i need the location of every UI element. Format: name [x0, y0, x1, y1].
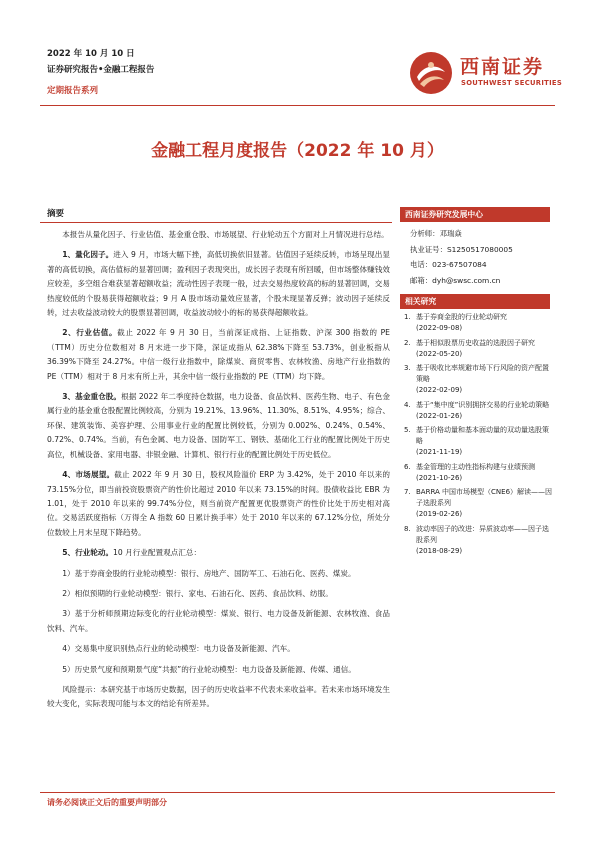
- section-text: 截止 2022 年 9 月 30 日，股权风险溢价 ERP 为 3.42%，处于 2010 年以来的 73.15%分位，即当前投资股票资产的性价比超过 2010 年以来 73.15%的时间。股债收益比 EBR 为 1.01，处于 2010 年以来的 99.74%分位，则当前资产配置更优股票资产的性价比处于历史相对高位。交易活跃度指标（万得全 A 指数 60 日累计换手率）处于 2010 年以来的 67.12%分位，所处分位数较上月末呈现下降趋势。: [47, 470, 390, 537]
- section-industry-rotation: [47, 546, 390, 560]
- report-date: 2022 年 10 月 10 日: [47, 49, 135, 59]
- item-number: 1.: [404, 313, 411, 321]
- section-text: 根据 2022 年二季度持仓数据，电力设备、食品饮料、医药生物、电子、有色金属行业的基金重仓股配置比例较高，分别为 19.21%、13.96%、11.30%、8.51%、4.95%；综合、环保、建筑装饰、美容护理、公用事业行业的配置比例较低，分别为 0.002%、0.24%、0.54%、0.72%、0.74%。当前，有色金属、电力设备、国防军工、钢铁、基础化工行业的配置比例处于历史高位，机械设备、家用电器、非银金融、计算机、银行行业的配置比例处于历史低位。: [47, 392, 390, 459]
- item-number: 8.: [404, 524, 411, 533]
- item-number: 4.: [404, 400, 411, 409]
- section-text: 截止 2022 年 9 月 30 日，当前深证成指、上证指数、沪深 300 指数的 PE（TTM）历史分位数相对 8 月末进一步下降，深证成指从 62.38%下降至 53.73%，创业板指从 36.39%下降至 24.27%。中信一级行业指数中，除煤炭、商贸零售、农林牧渔、房地产行业指数的 PE（TTM）相对于 8 月末有所上升，其余中信一级行业指数的 PE（TTM）均下降。: [47, 328, 390, 381]
- phone: 电话：023-67507084: [410, 260, 487, 269]
- item-title: 基于券商金股的行业轮动研究: [416, 313, 507, 321]
- item-date: (2019-02-26): [416, 510, 463, 518]
- related-item[interactable]: [404, 462, 554, 484]
- related-item[interactable]: [404, 363, 554, 396]
- section-market-outlook: [47, 468, 390, 540]
- abstract-divider: [40, 222, 392, 223]
- abstract-body: [47, 228, 390, 712]
- rotation-item: 3）基于分析师预期边际变化的行业轮动模型：煤炭、银行、电力设备及新能源、农林牧渔、食品饮料、汽车。: [47, 609, 390, 633]
- analyst-contact: [410, 226, 513, 288]
- section-fund-holdings: [47, 390, 390, 462]
- related-item[interactable]: [404, 524, 554, 557]
- item-title: 基于相似股票历史收益的选股因子研究: [416, 338, 535, 347]
- item-number: 2.: [404, 338, 411, 347]
- report-type: 证券研究报告•金融工程报告: [47, 65, 155, 75]
- item-number: 3.: [404, 364, 411, 372]
- header-divider: [40, 105, 555, 106]
- section-heading: 5、行业轮动。: [62, 548, 114, 558]
- item-date: (2018-08-29): [416, 546, 463, 555]
- rotation-item: 5）历史景气度和预期景气度“共振”的行业轮动模型：电力设备及新能源、传媒、通信。: [62, 664, 356, 674]
- item-title: 基于“集中度”识别拥挤交易的行业轮动策略: [416, 400, 550, 409]
- item-title: 基金管理的主动性指标构建与业绩预测: [416, 462, 535, 471]
- section-industry-valuation: [47, 326, 390, 384]
- analyst-name: 分析师：邓瑞焱: [410, 229, 462, 238]
- section-heading: 3、基金重仓股。: [62, 392, 122, 402]
- item-date: (2022-01-26): [416, 411, 463, 420]
- page-title: 金融工程月度报告（2022 年 10 月）: [151, 141, 444, 161]
- footer-divider: [40, 792, 555, 793]
- related-item[interactable]: [404, 400, 554, 422]
- item-number: 5.: [404, 426, 411, 434]
- related-item[interactable]: [404, 425, 554, 458]
- section-text: 10 月行业配置观点汇总：: [113, 548, 202, 558]
- section-text: 进入 9 月，市场大幅下挫，高低切换依旧显著。估值因子延续反转，市场呈现出显著的高低切换，高估值标的显著回调；盈利因子表现突出，成长因子表现有所回暖，但市场整体赚钱效应较差，多空组合难获显著超额收益；流动性因子表现一般，过去交易热度较高的标的显著回调，交易热度较低的个股易获得超额收益；9 月 A 股市场动量效应显著，个股未现显著反弹；波动因子延续反转，过去收益波动较大的股票显著回调，收益波动较小的标的易获得超额收益。: [47, 250, 390, 318]
- section-heading: 2、行业估值。: [62, 328, 118, 338]
- related-item[interactable]: [404, 487, 554, 520]
- email-link[interactable]: 邮箱：dyh@swsc.com.cn: [410, 275, 501, 285]
- license-number: 执业证号：S1250517080005: [410, 244, 513, 254]
- item-date: (2022-09-08): [416, 324, 463, 332]
- section-heading: 1、量化因子。: [62, 250, 114, 260]
- section-heading: 4、市场展望。: [62, 470, 115, 480]
- rotation-item: 4）交易集中度识别热点行业的轮动模型：电力设备及新能源、汽车。: [62, 644, 295, 654]
- section-quant-factors: [47, 248, 390, 320]
- related-item[interactable]: [404, 312, 554, 334]
- related-research-list: [404, 312, 554, 560]
- item-date: (2021-10-26): [416, 473, 463, 482]
- logo-name-en: SOUTHWEST SECURITIES: [461, 79, 563, 87]
- item-title: 基于吸收比率规避市场下行风险的资产配置策略: [416, 364, 549, 383]
- item-title: 基于价格动量和基本面动量的双动量选股策略: [416, 426, 549, 445]
- research-team-heading: 西南证券研究发展中心: [400, 207, 550, 222]
- related-research-heading: 相关研究: [400, 294, 550, 309]
- rotation-item: 1）基于券商金股的行业轮动模型：银行、房地产、国防军工、石油石化、医药、煤炭。: [62, 568, 356, 578]
- rotation-item: 2）相似预期的行业轮动模型：银行、家电、石油石化、医药、食品饮料、纺服。: [62, 588, 333, 598]
- risk-warning: 风险提示：本研究基于市场历史数据，因子的历史收益率不代表未来收益率。若未来市场环境发生较大变化，实际表现可能与本文的结论有所差异。: [47, 684, 390, 709]
- item-date: (2022-02-09): [416, 386, 463, 394]
- item-title: 波动率因子的改进：异质波动率——因子选股系列: [416, 524, 549, 544]
- item-title: BARRA 中国市场模型（CNE6）解读——因子选股系列: [416, 488, 553, 507]
- item-number: 6.: [404, 462, 411, 471]
- report-series: 定期报告系列: [47, 86, 99, 96]
- item-number: 7.: [404, 488, 411, 496]
- abstract-heading: 摘要: [47, 209, 65, 219]
- logo-name-cn: 西南证券: [460, 56, 545, 78]
- related-item[interactable]: [404, 338, 554, 360]
- disclaimer-note: 请务必阅读正文后的重要声明部分: [47, 798, 167, 807]
- item-date: (2022-05-20): [416, 349, 463, 358]
- abstract-intro: 本报告从量化因子、行业估值、基金重仓股、市场展望、行业轮动五个方面对上月情况进行总结。: [62, 230, 389, 239]
- item-date: (2021-11-19): [416, 448, 463, 456]
- company-logo-icon: [408, 50, 454, 96]
